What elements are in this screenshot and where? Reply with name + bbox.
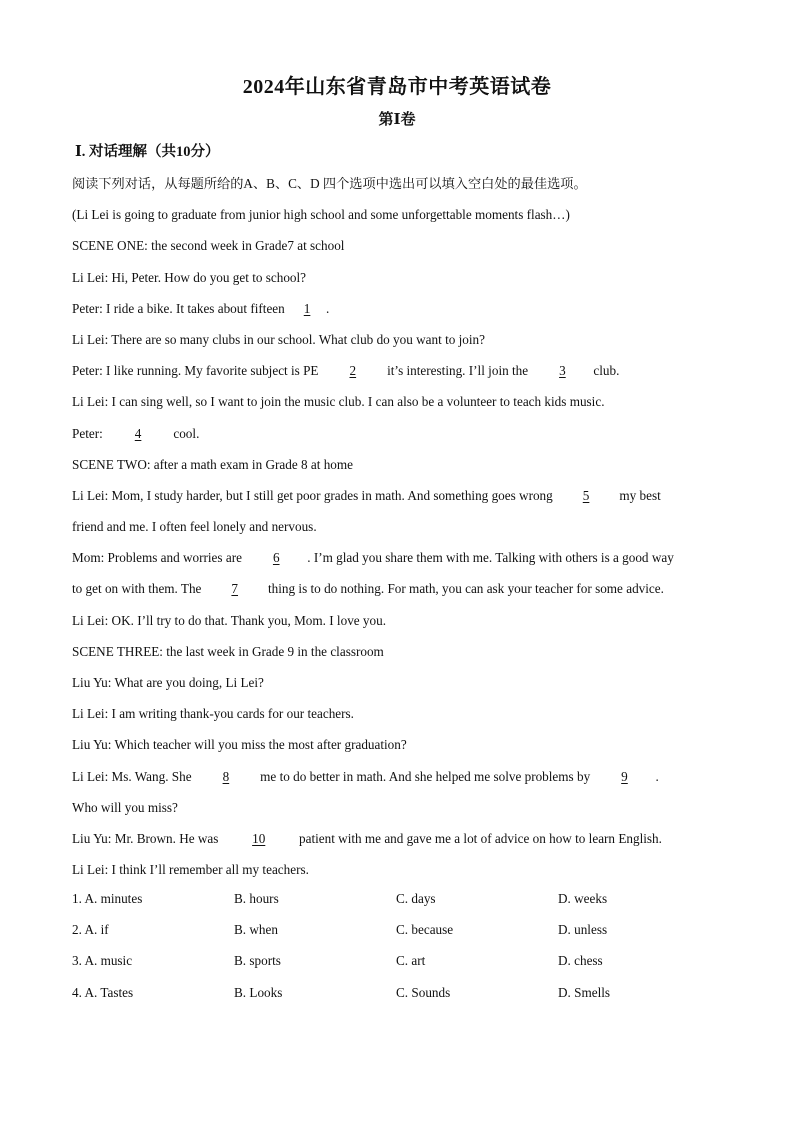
option-a: 3. A. music [72, 953, 133, 969]
blank-5: 5 [582, 487, 590, 503]
line-text: . [326, 300, 330, 316]
answer-options [72, 883, 732, 1008]
dialogue-line: Li Lei: There are so many clubs in our school. What club do you want to join? [72, 331, 485, 347]
blank-3: 3 [559, 363, 566, 379]
line-text: patient with me and gave me a lot of advice on how to learn English. [295, 830, 662, 846]
dialogue-line [72, 573, 722, 604]
dialogue-line: Li Lei: Hi, Peter. How do you get to school? [72, 269, 307, 285]
intro-text: (Li Lei is going to graduate from junior high school and some unforgettable moments flash…) [72, 207, 570, 223]
dialogue-line [72, 418, 722, 449]
option-b: B. hours [234, 891, 279, 906]
dialogue-line [72, 355, 722, 386]
section-heading: Ⅰ. 对话理解（共10分） [75, 144, 220, 160]
dialogue-line [72, 823, 722, 854]
dialogue-line [72, 761, 722, 792]
line-text: Peter: I like running. My favorite subject is PE [72, 363, 322, 379]
line-text: me to do better in math. And she helped me solve problems by [256, 768, 594, 784]
scene-three-heading: SCENE THREE: the last week in Grade 9 in the classroom [72, 643, 384, 659]
question-1-options [72, 883, 732, 914]
dialogue-line [72, 542, 722, 573]
option-c: C. art [396, 953, 426, 969]
blank-8: 8 [222, 768, 230, 784]
line-text: Li Lei: Mom, I study harder, but I still get poor grades in math. And something goes wrong [72, 487, 557, 503]
question-4-options [72, 977, 732, 1008]
line-text: Peter: [72, 425, 107, 441]
option-c: C. Sounds [396, 984, 451, 1000]
dialogue-line: friend and me. I often feel lonely and nervous. [72, 519, 317, 535]
option-d: D. weeks [558, 891, 608, 906]
line-text: . [655, 768, 659, 784]
blank-4: 4 [134, 425, 142, 441]
option-a: 4. A. Tastes [72, 984, 134, 1000]
instruction-text: 阅读下列对话，从每题所给的A、B、C、D 四个选项中选出可以填入空白处的最佳选项。 [72, 176, 587, 191]
option-d: D. chess [558, 953, 603, 969]
blank-9: 9 [621, 768, 628, 784]
dialogue-line [72, 480, 722, 511]
line-text: it’s interesting. I’ll join the [383, 363, 532, 379]
dialogue-line: Li Lei: I think I’ll remember all my teachers. [72, 862, 309, 878]
option-a: 2. A. if [72, 922, 109, 938]
option-c: C. days [396, 891, 436, 906]
option-d: D. unless [558, 922, 608, 938]
line-text: thing is to do nothing. For math, you can ask your teacher for some advice. [264, 581, 664, 597]
blank-2: 2 [349, 363, 357, 379]
option-b: B. sports [234, 953, 281, 969]
line-text: to get on with them. The [72, 581, 205, 597]
line-text: Mom: Problems and worries are [72, 550, 246, 566]
dialogue-line: Li Lei: I am writing thank-you cards for our teachers. [72, 706, 354, 722]
dialogue-line: Li Lei: OK. I’ll try to do that. Thank you, Mom. I love you. [72, 612, 387, 628]
volume-label: 第Ⅰ卷 [378, 112, 416, 128]
option-c: C. because [396, 922, 454, 938]
blank-1: 1 [303, 300, 311, 316]
scene-one-heading: SCENE ONE: the second week in Grade7 at school [72, 238, 345, 254]
blank-6: 6 [272, 550, 280, 566]
dialogue-line: Who will you miss? [72, 799, 178, 815]
dialogue-line: Li Lei: I can sing well, so I want to join the music club. I can also be a volunteer to teach kids music. [72, 394, 605, 410]
dialogue-passage [72, 168, 722, 885]
dialogue-line [72, 293, 722, 324]
line-text: club. [593, 363, 620, 379]
dialogue-line: Liu Yu: Which teacher will you miss the most after graduation? [72, 737, 407, 753]
line-text: Liu Yu: Mr. Brown. He was [72, 830, 222, 846]
scene-two-heading: SCENE TWO: after a math exam in Grade 8 at home [72, 456, 354, 472]
line-text: Peter: I ride a bike. It takes about fifteen [72, 300, 289, 316]
option-b: B. when [234, 922, 278, 938]
option-a: 1. A. minutes [72, 891, 143, 906]
blank-10: 10 [252, 830, 266, 846]
line-text: . I’m glad you share them with me. Talking with others is a good way [307, 550, 674, 566]
line-text: cool. [170, 425, 200, 441]
line-text: my best [616, 487, 661, 503]
option-b: B. Looks [234, 984, 283, 1000]
question-2-options [72, 914, 732, 945]
dialogue-line: Liu Yu: What are you doing, Li Lei? [72, 675, 264, 690]
blank-7: 7 [231, 581, 239, 597]
exam-title: 2024年山东省青岛市中考英语试卷 [242, 76, 552, 98]
line-text: Li Lei: Ms. Wang. She [72, 768, 195, 784]
question-3-options [72, 945, 732, 976]
option-d: D. Smells [558, 984, 611, 1000]
